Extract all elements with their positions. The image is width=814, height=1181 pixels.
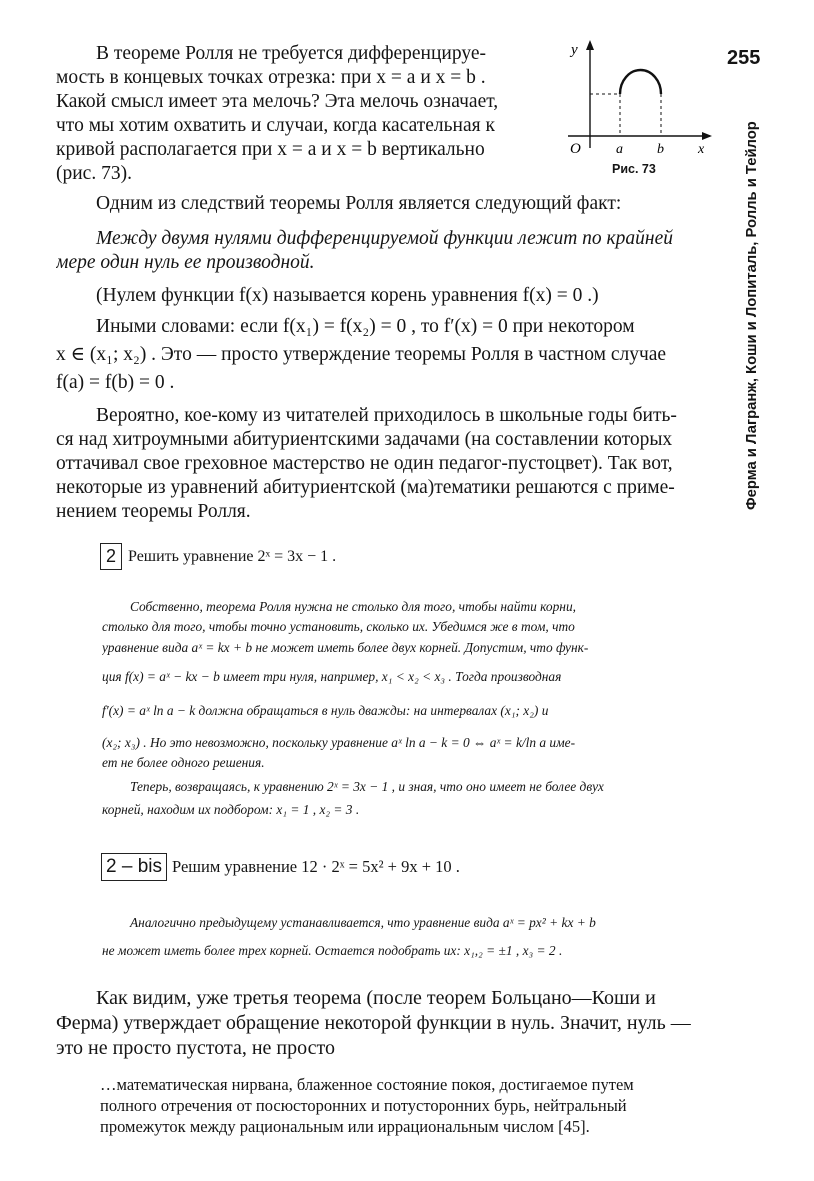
text-line: корней, находим их подбором: x₁ = 1 , x₂ = 3 . <box>102 802 360 817</box>
text-line: f(a) = f(b) = 0 . <box>56 372 175 393</box>
text-line: …математическая нирвана, блаженное состояние покоя, достигаемое путем <box>100 1075 634 1094</box>
text-line: x ∈ (x₁; x₂) . Это — просто утверждение теоремы Ролля в частном случае <box>56 344 667 365</box>
text-line: это не просто пустота, не просто <box>56 1037 335 1059</box>
text-line: столько для того, чтобы точно установить, сколько их. Убедимся же в том, что <box>102 619 575 634</box>
text-line: Собственно, теорема Ролля нужна не столько для того, чтобы найти корни, <box>130 599 576 614</box>
text-line: (x₂; x₃) . Но это невозможно, поскольку уравнение aˣ ln a − k = 0 ⇔ aˣ = k/ln a име- <box>102 735 576 750</box>
label-a: a <box>616 142 623 157</box>
other-words-paragraph <box>56 315 728 397</box>
quote-block <box>100 1074 728 1138</box>
problem-2-solution <box>102 598 726 824</box>
text-line: В теореме Ролля не требуется дифференцируе- <box>96 43 486 64</box>
semicircle-curve <box>620 70 661 94</box>
school-paragraph <box>56 404 728 528</box>
text-line: нением теоремы Ролля. <box>56 501 251 522</box>
text-line: полного отречения от посюсторонних и потусторонних бурь, нейтральный <box>100 1096 627 1115</box>
text-line: f′(x) = aˣ ln a − k должна обращаться в нуль дважды: на интервалах (x₁; x₂) и <box>102 703 549 718</box>
text-line: некоторые из уравнений абитуриентской (ма)тематики решаются с приме- <box>56 477 675 498</box>
text-line: Между двумя нулями дифференцируемой функции лежит по крайней <box>96 228 674 249</box>
running-title: Ферма и Лагранж, Коши и Лопиталь, Ролль и Тейлор <box>744 121 760 510</box>
text-line: Какой смысл имеет эта мелочь? Эта мелочь означает, <box>56 91 499 112</box>
problem-2bis-solution <box>102 914 726 966</box>
text-line: ся над хитроумными абитуриентскими задачами (на составлении которых <box>56 429 673 450</box>
text-line: Иными словами: если f(x₁) = f(x₂) = 0 , то f′(x) = 0 при некотором <box>96 316 635 337</box>
text-line: кривой располагается при x = a и x = b вертикально <box>56 139 485 160</box>
intro-paragraph <box>56 42 528 192</box>
figure-73 <box>560 38 720 178</box>
text-line: оттачивал свое греховное мастерство не один педагог-пустоцвет). Так вот, <box>56 453 673 474</box>
page-number: 255 <box>727 47 761 69</box>
label-x: x <box>698 142 705 157</box>
conclusion-paragraph <box>56 986 728 1064</box>
text-line: что мы хотим охватить и случаи, когда касательная к <box>56 115 495 136</box>
null-definition: (Нулем функции f(x) называется корень уравнения f(x) = 0 .) <box>96 285 599 306</box>
text-line: Вероятно, кое-кому из читателей приходилось в школьные годы бить- <box>96 405 677 426</box>
text-line: Как видим, уже третья теорема (после теорем Больцано—Коши и <box>96 987 656 1009</box>
text-line: мере один нуль ее производной. <box>56 252 315 273</box>
text-line: ция f(x) = aˣ − kx − b имеет три нуля, например, x₁ < x₂ < x₃ . Тогда производная <box>102 669 562 684</box>
text-line: Теперь, возвращаясь, к уравнению 2ˣ = 3x − 1 , и зная, что оно имеет не более двух <box>130 779 604 794</box>
y-axis-arrow <box>586 40 594 50</box>
text-line: уравнение вида aˣ = kx + b не может иметь более двух корней. Допустим, что функ- <box>102 640 589 655</box>
corollary-statement <box>56 227 728 277</box>
problem-2bis-number: 2 – bis <box>101 853 167 881</box>
label-y: y <box>571 42 578 58</box>
text-line: ет не более одного решения. <box>102 755 265 770</box>
problem-2-number: 2 <box>100 543 122 570</box>
text-line: промежуток между рациональным или иррациональным числом [45]. <box>100 1117 590 1136</box>
text-line: мость в концевых точках отрезка: при x = a и x = b . <box>56 67 486 88</box>
problem-2-statement: Решить уравнение 2ˣ = 3x − 1 . <box>128 548 337 565</box>
x-axis-arrow <box>702 132 712 140</box>
text-line: (рис. 73). <box>56 163 132 184</box>
corollary-lead: Одним из следствий теоремы Ролля является следующий факт: <box>96 193 622 214</box>
text-line: Ферма) утверждает обращение некоторой функции в нуль. Значит, нуль — <box>56 1012 691 1034</box>
text-line: не может иметь более трех корней. Остается подобрать их: x₁,₂ = ±1 , x₃ = 2 . <box>102 943 563 958</box>
text-line: Аналогично предыдущему устанавливается, что уравнение вида aˣ = px² + kx + b <box>130 915 596 930</box>
problem-2bis-statement: Решим уравнение 12 · 2ˣ = 5x² + 9x + 10 . <box>172 857 460 876</box>
label-origin: O <box>570 141 581 157</box>
figure-caption: Рис. 73 <box>612 162 656 176</box>
label-b: b <box>657 142 664 157</box>
